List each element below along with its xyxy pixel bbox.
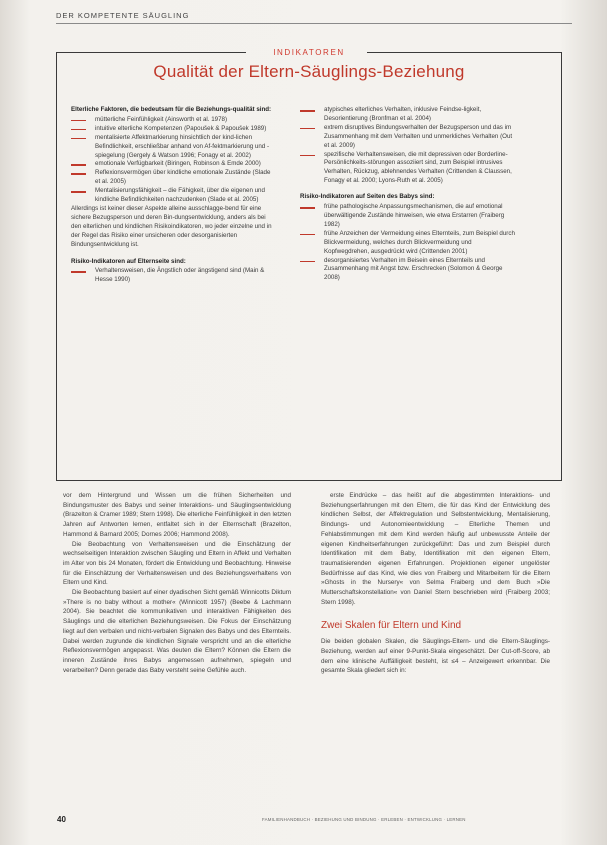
bullet-dash <box>300 207 315 209</box>
list-item-text: emotionale Verfügbarkeit (Biringen, Robinson & Emde 2000) <box>95 160 261 168</box>
bullet-dash <box>71 173 86 175</box>
bullet-dash <box>71 164 86 166</box>
spacer <box>300 186 518 193</box>
list-item-text: mütterliche Feinfühligkeit (Ainsworth et al. 1978) <box>95 115 228 123</box>
parent-risk-heading: Risiko-Indikatoren auf Elternseite sind: <box>71 257 186 265</box>
box-paragraph: Allerdings ist keiner dieser Aspekte alleine ausschlagge-bend für eine sichere Bezugsperson und deren Bin-dungsentwicklung, anders als bei den elterlichen und kindlichen Risikoindikatoren, wo jeder einzelne und in der Regel das Risiko einer unsicheren oder desorganisierten Bindungsentwicklung ist. <box>71 204 272 248</box>
bullet-dash <box>300 110 315 112</box>
baby-risk-heading: Risiko-Indikatoren auf Seiten des Babys sind: <box>300 193 435 201</box>
list-item <box>71 116 276 125</box>
list-item <box>300 106 518 124</box>
list-item <box>300 230 518 257</box>
running-head: DER KOMPETENTE SÄUGLING <box>56 11 190 20</box>
list-item-text: frühe Anzeichen der Vermeidung eines Elternteils, zum Beispiel durch Blickvermeidung, welches durch Blickvermeidung und Kopfwegdrehen, ausgedrückt wird (Crittenden 2001) <box>324 229 515 255</box>
body-paragraph: Die beiden globalen Skalen, die Säuglings-Eltern- und die Eltern-Säuglings-Beziehung, werden auf einer 9-Punkt-Skala eingeschätzt. Der Cut-off-Score, ab dem eine klinische Auffälligkeit besteht, ist ≤4 – Anzeigewert erkennbar. Die gesamte Skala gliedert sich in: <box>321 638 550 675</box>
body-paragraph: erste Eindrücke – das heißt auf die abgestimmten Interaktions- und Beziehungserfahrungen mit den Eltern, die für das Kind der Entwicklung des kindlichen Selbst, der Affektregulation und Selbstentwicklung, Mentalisierung, Bindungs- und Autonomieentwicklung – Elterliche Themen und Fehlabstimmungen mit dem Kind werden häufig auf unbewusste Anteile der eigenen Kindheitserfahrungen zurückgeführt: Das und zum Beispiel durch Identifikation mit dem Baby, Identifikation mit den eigenen Eltern, traumatisierenden eigenen Erfahrungen. Projektionen eigener ungelöster Bedürfnisse auf das Kind, wie dies von Fraiberg und Mitarbeitern für die Eltern »Ghosts in the Nursery« von Selma Fraiberg und dem Buch »Die Mutterschaftskonstellation« von Daniel Stern beschrieben wird (Fraiberg 2003; Stern 1998). <box>321 492 550 606</box>
list-item <box>71 169 276 187</box>
bullet-dash <box>71 120 86 122</box>
list-item <box>300 257 518 284</box>
list-item <box>71 125 276 134</box>
bullet-dash <box>300 261 315 263</box>
list-item <box>71 160 276 169</box>
footer-credit: FAMILIENHANDBUCH · BEZIEHUNG UND BINDUNG · ERLEBEN · ENTWICKLUNG · LERNEN <box>262 817 466 822</box>
bullet-dash <box>300 234 315 236</box>
body-column-right <box>321 491 550 676</box>
body-column-left <box>63 491 291 675</box>
list-item-text: Verhaltensweisen, die Ängstlich oder ängstigend sind (Main & Hesse 1990) <box>95 267 265 284</box>
list-item-text: desorganisiertes Verhalten im Beisein eines Elternteils und Zusammenhang mit Angst bzw. Erschrecken (Solomon & George 2008) <box>324 256 503 282</box>
body-paragraph: Die Beobachtung basiert auf einer dyadischen Sicht gemäß Winnicotts Diktum »There is no baby without a mother« (Winnicott 1957) (Beebe & Lachmann 2004). Sie beachtet die kommunikativen und interaktiven Fähigkeiten des Säuglings und die elterlichen Beziehungsweisen. Die Fokus der Einschätzung liegt auf den verbalen und nicht-verbalen Signalen des Babys und des Elternteils. Dabei werden zugrunde die kindlichen Signale verspricht und an die elterliche Reflexionsvermögen angepasst. Was deuten die Eltern? Können die Eltern die inneren Zustände ihres Babys angemessen aufnehmen, spiegeln und verarbeiten? Denn gerade das Baby versteht seine Gefühle auch. <box>63 589 291 674</box>
list-item-text: atypisches elterliches Verhalten, inklusive Feindse-ligkeit, Desorientierung (Bronfman et al. 2004) <box>324 106 482 122</box>
box-kicker: INDIKATOREN <box>273 48 345 57</box>
list-item-text: intuitive elterliche Kompetenzen (Papoušek & Papoušek 1989) <box>95 124 267 132</box>
body-paragraph: vor dem Hintergrund und Wissen um die frühen Sicherheiten und Bindungsmuster des Babys und seiner Interaktions- und Säuglingsentwicklung (Brazelton & Cramer 1989; Stern 1998). Die elterliche Feinfühligkeit in den letzten Jahren auf Antworten lernen, entfaltet sich in der Elternschaft (Brazelton, Hammond & Barnard 2005; Dornes 2006; Hammond 2008). <box>63 492 291 538</box>
box-title: Qualität der Eltern-Säuglings-Beziehung <box>153 62 465 81</box>
box-right-column <box>300 106 518 283</box>
list-item <box>71 187 276 205</box>
bullet-dash <box>300 155 315 157</box>
list-item-text: Mentalisierungsfähigkeit – die Fähigkeit, über die eigenen und kindliche Befindlichkeiten nachzudenken (Slade et al. 2005) <box>95 187 265 204</box>
list-item <box>71 267 276 285</box>
list-item-text: Reflexionsvermögen über kindliche emotionale Zustände (Slade et al. 2005) <box>95 169 271 186</box>
bullet-dash <box>71 129 86 131</box>
bullet-dash <box>71 271 86 273</box>
list-item <box>300 151 518 187</box>
list-item-text: spezifische Verhaltensweisen, die mit depressiven oder Borderline-Persönlichkeits-störungen assoziiert sind, zum Beispiel intrusives Verhalten, Rückzug, ablehnendes Verhalten (Crittenden & Claussen, Fonagy et al. 2000; Lyons-Ruth et al. 2005) <box>324 150 512 185</box>
bullet-dash <box>300 128 315 130</box>
list-item <box>71 134 276 161</box>
page-number: 40 <box>57 815 66 824</box>
parental-factors-heading: Elterliche Faktoren, die bedeutsam für die Beziehungs-qualität sind: <box>71 106 272 113</box>
list-item-text: frühe pathologische Anpassungsmechanismen, die auf emotional überwältigende Zustände hinweisen, wie etwa Erstarren (Fraiberg 1982) <box>324 203 505 228</box>
list-item <box>300 124 518 151</box>
bullet-dash <box>71 138 86 140</box>
body-paragraph: Die Beobachtung von Verhaltensweisen und die Einschätzung der wechselseitigen Interaktion zwischen Säugling und Eltern in Affekt und Verhalten im Alter von bis 24 Monaten, fördert die Entwicklung und Beobachtung. Hinweise für die Einschätzung der Verhaltensweisen und des Beziehungsverhaltens von Eltern und Kind. <box>63 540 291 587</box>
header-rule <box>56 23 572 24</box>
box-left-column <box>71 106 276 285</box>
list-item-text: mentalisierte Affektmarkierung hinsichtlich der kind-lichen Befindlichkeit, erschließbar anhand von Af-fektmarkierung und -spiegelung (Gergely & Watson 1996; Fonagy et al. 2002) <box>95 133 270 159</box>
bullet-dash <box>71 191 86 193</box>
section-subheading: Zwei Skalen für Eltern und Kind <box>321 620 462 632</box>
list-item-text: extrem disruptives Bindungsverhalten der Bezugsperson und das im Zusammenhang mit dem Verhalten und unmerkliches Verhalten (Out et al. 2009) <box>324 123 513 149</box>
list-item <box>300 203 518 230</box>
